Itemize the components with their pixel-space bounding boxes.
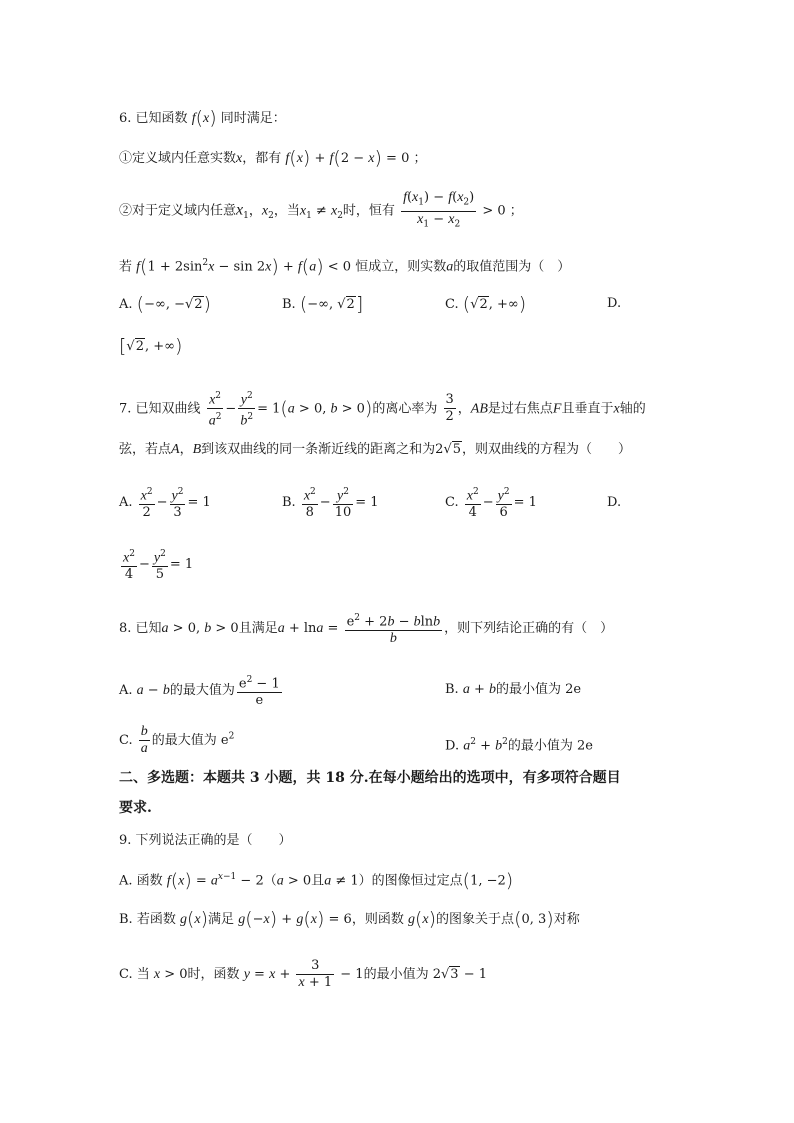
q6-option-b[interactable]: B. (−∞, √2] (282, 293, 364, 315)
q8-option-b[interactable]: B. a + b的最小值为 2e (445, 682, 582, 697)
q9-stem: 9. 下列说法正确的是（ ） (119, 833, 292, 848)
q6-condition-2: ②对于定义域内任意$x_1$，$x_2$，当$x_1 \ne x_2$时，恒有 $\frac{f(x_1) - f(x_2)}{x_1 - x_2}$ > 0 ； (119, 190, 523, 232)
q6-option-a[interactable]: A. (−∞, −√2) (119, 293, 211, 315)
q7-option-c[interactable]: C. $\frac{x^2}{4}$ − $\frac{y^2}{6}$ = 1 (445, 484, 537, 521)
q7-option-a[interactable]: A. $\frac{x^2}{2}$ − $\frac{y^2}{3}$ = 1 (119, 484, 211, 521)
q6-difference-quotient: $\frac{f(x_1) - f(x_2)}{x_1 - x_2}$ (403, 190, 475, 230)
q9-option-c[interactable]: C. 当 x > 0时，函数 y = x + $\frac{3}{x + 1}$ − 1的最小值为 2√3 − 1 (119, 958, 487, 990)
section-heading: 二、多选题：本题共 3 小题，共 18 分.在每小题给出的选项中，有多项符合题目 (119, 770, 621, 786)
q6-inequality: 若 $f(1 + 2\sin^2x - \sin 2x) + f(a) < 0$ 恒成立，则实数a的取值范围为（ ） (119, 255, 571, 278)
q7-stem: 7. 已知双曲线 $\frac{x^2}{a^2}$ − $\frac{y^2}{b^2}$ = 1(a > 0, b > 0)的离心率为 $\frac{3}{2}$ ，AB是过右焦点F且垂直于x轴的 (119, 388, 646, 430)
q8-option-c[interactable]: C. $\frac{b}{a}$ 的最大值为 $e^2$ (119, 724, 235, 756)
q9-option-a[interactable]: A. 函数 $f(x) = a^{x-1} - 2(a > 0$且a ≠ 1）的图像恒过定点(1, −2) (119, 869, 514, 892)
q6-option-d[interactable]: D. (607, 296, 622, 311)
q7-option-d-value: $\frac{x^2}{4}$ − $\frac{y^2}{5}$ = 1 (119, 546, 193, 583)
q9-option-b[interactable]: B. 若函数 g(x)满足 g(−x) + g(x) = 6，则函数 g(x)的图象关于点(0, 3)对称 (119, 908, 580, 930)
q6-stem: 6. 已知函数 f(x) 同时满足： (119, 107, 286, 129)
q7-stem-line-2: 弦，若点A，B到该双曲线的同一条渐近线的距离之和为2√5，则双曲线的方程为（ ） (119, 442, 632, 457)
q8-option-d[interactable]: D. $a^2 + b^2$的最小值为 2e (445, 737, 593, 754)
q6-option-d-value: [√2, +∞) (119, 335, 183, 357)
q8-option-a[interactable]: A. a − b的最大值为 $\frac{e^2 - 1}{e}$ (119, 672, 284, 709)
q7-option-d[interactable]: D. (607, 495, 622, 510)
q6-condition-1: ①定义域内任意实数x，都有 f(x) + f(2 − x) = 0 ； (119, 147, 427, 169)
q7-option-b[interactable]: B. $\frac{x^2}{8}$ − $\frac{y^2}{10}$ = 1 (282, 484, 379, 521)
section-heading-line-2: 要求. (119, 800, 152, 816)
q8-stem: 8. 已知a > 0, b > 0且满足a + lna = $\frac{e^2 + 2b - blnb}{b}$ ，则下列结论正确的有（ ） (119, 610, 613, 647)
q6-option-c[interactable]: C. (√2, +∞) (445, 293, 527, 315)
